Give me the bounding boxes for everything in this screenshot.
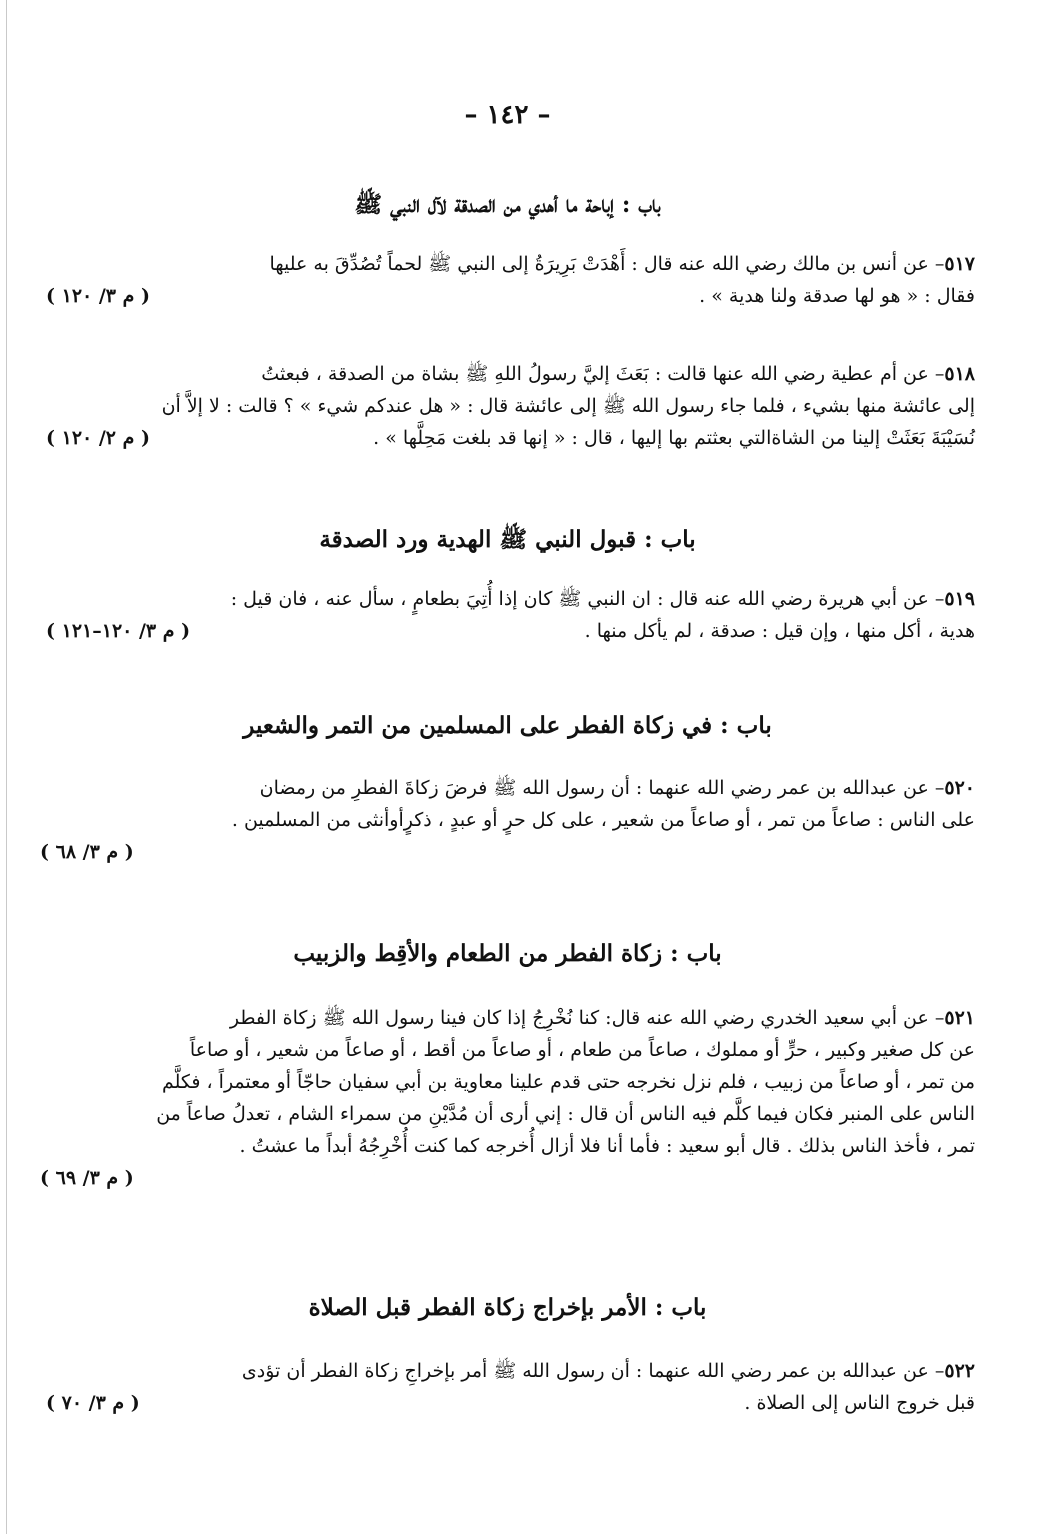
hadith-521 xyxy=(40,1002,975,1194)
hadith-line: نُسَيْبَةَ بَعَثَتْ إلينا من الشاةالتي بعثتم بها إليها ، قال : « إنها قد بلغت مَحِلَّها » . xyxy=(373,427,975,449)
book-page xyxy=(40,0,975,1534)
hadith-number: ٥١٩ xyxy=(944,588,975,610)
section-title: باب : إباحة ما أهدي من الصدقة لآل النبي ﷺ xyxy=(354,191,661,218)
hadith-reference: ( م ٢/ ١٢٠ ) xyxy=(46,427,150,449)
hadith-number: ٥٢١ xyxy=(944,1007,975,1029)
hadith-line: فقال : « هو لها صدقة ولنا هدية » . xyxy=(699,285,975,307)
page-edge-line xyxy=(6,0,7,1534)
hadith-line: عن كل صغير وكبير ، حرٍّ أو مملوك ، صاعاً من طعام ، أو صاعاً من أقط ، أو صاعاً من شعير ، أو صاعاً xyxy=(189,1039,975,1061)
hadith-522 xyxy=(40,1355,975,1419)
hadith-line: – عن أبي سعيد الخدري رضي الله عنه قال: كنا نُخْرِجُ إذا كان فينا رسول الله ﷺ زكاة الفطر xyxy=(229,1007,945,1029)
hadith-reference: ( م ٣/ ١٢٠ ) xyxy=(46,285,150,307)
hadith-number: ٥١٨ xyxy=(944,363,975,385)
hadith-line: – عن أم عطية رضي الله عنها قالت : بَعَثَ إليَّ رسولُ اللهِ ﷺ بشاة من الصدقة ، فبعثتُ xyxy=(261,363,945,385)
hadith-reference: ( م ٣/ ٦٩ ) xyxy=(40,1167,134,1189)
hadith-number: ٥٢٠ xyxy=(944,777,975,799)
section-title: باب : زكاة الفطر من الطعام والأقِط والزبيب xyxy=(293,940,722,967)
hadith-line: – عن عبدالله بن عمر رضي الله عنهما : أن رسول الله ﷺ فرضَ زكاةَ الفطرِ من رمضان xyxy=(259,777,945,799)
hadith-line: إلى عائشة منها بشيء ، فلما جاء رسول الله ﷺ إلى عائشة قال : « هل عندكم شيء » ؟ قالت : لا إلاَّ أن xyxy=(161,395,975,417)
hadith-number: ٥٢٢ xyxy=(944,1360,975,1382)
hadith-line: – عن أنس بن مالك رضي الله عنه قال : أَهْدَتْ بَرِيرَةُ إلى النبي ﷺ لحماً تُصُدِّقَ به عليها xyxy=(269,253,945,275)
section-title: باب : الأمر بإخراج زكاة الفطر قبل الصلاة xyxy=(308,1294,707,1321)
section-title: باب : قبول النبي ﷺ الهدية ورد الصدقة xyxy=(319,526,696,553)
hadith-reference: ( م ٣/ ١٢٠–١٢١ ) xyxy=(46,620,191,642)
section-title: باب : في زكاة الفطر على المسلمين من التمر والشعير xyxy=(243,712,772,739)
hadith-line: تمر ، فأخذ الناس بذلك . قال أبو سعيد : فأما أنا فلا أزال أُخرجه كما كنت أُخْرِجُهُ أبداً ما عشتُ . xyxy=(239,1135,975,1157)
hadith-518 xyxy=(40,358,975,454)
hadith-line: – عن أبي هريرة رضي الله عنه قال : ان النبي ﷺ كان إذا أُتِيَ بطعامٍ ، سأل عنه ، فان قيل : xyxy=(230,588,945,610)
hadith-line: على الناس : صاعاً من تمر ، أو صاعاً من شعير ، على كل حرٍ أو عبدٍ ، ذكرٍأوأنثى من المسلمين . xyxy=(231,809,975,831)
hadith-line: – عن عبدالله بن عمر رضي الله عنهما : أن رسول الله ﷺ أمر بإخراجِ زكاة الفطر أن تؤدى xyxy=(241,1360,945,1382)
hadith-reference: ( م ٣/ ٧٠ ) xyxy=(46,1392,140,1414)
hadith-number: ٥١٧ xyxy=(944,253,975,275)
hadith-519 xyxy=(40,583,975,647)
hadith-line: هدية ، أكل منها ، وإن قيل : صدقة ، لم يأكل منها . xyxy=(584,620,975,642)
hadith-517 xyxy=(40,248,975,312)
hadith-line: من تمر ، أو صاعاً من زبيب ، فلم نزل نخرجه حتى قدم علينا معاوية بن أبي سفيان حاجّاً أو معتمراً ، فكلَّم xyxy=(161,1071,975,1093)
hadith-520 xyxy=(40,772,975,868)
hadith-line: الناس على المنبر فكان فيما كلَّم فيه الناس أن قال : إني أرى أن مُدَّيْنِ من سمراء الشام ، تعدلُ صاعاً من xyxy=(156,1103,975,1125)
hadith-reference: ( م ٣/ ٦٨ ) xyxy=(40,841,134,863)
hadith-line: قبل خروج الناس إلى الصلاة . xyxy=(744,1392,975,1414)
page-number: – ١٤٢ – xyxy=(464,100,551,130)
